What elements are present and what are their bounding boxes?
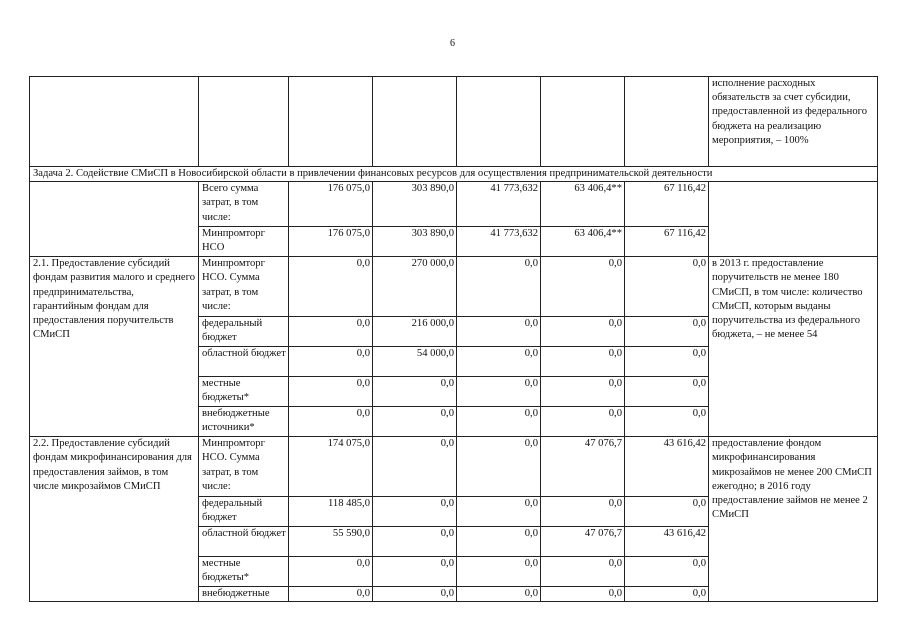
value-cell: 63 406,4** [541, 227, 625, 257]
row-label: Минпромторг НСО. Сумма затрат, в том числе: [199, 257, 289, 317]
value-cell: 0,0 [457, 257, 541, 317]
value-cell: 0,0 [541, 347, 625, 377]
value-cell: 0,0 [373, 437, 457, 497]
value-cell: 0,0 [289, 407, 373, 437]
value-cell: 0,0 [541, 587, 625, 602]
cell [541, 77, 625, 167]
table-row [30, 182, 878, 227]
value-cell: 0,0 [541, 407, 625, 437]
value-cell: 0,0 [541, 257, 625, 317]
value-cell: 174 075,0 [289, 437, 373, 497]
value-cell: 0,0 [625, 317, 709, 347]
value-cell: 0,0 [373, 377, 457, 407]
value-cell: 0,0 [373, 587, 457, 602]
cell [30, 182, 199, 257]
value-cell: 67 116,42 [625, 227, 709, 257]
result-cell: в 2013 г. предоставление поручительств не менее 180 СМиСП, в том числе: количество СМиСП, которым выданы поручительства из федерального бюджета, – не менее 54 [709, 257, 878, 437]
row-label: областной бюджет [199, 527, 289, 557]
value-cell: 0,0 [625, 407, 709, 437]
value-cell: 41 773,632 [457, 182, 541, 227]
row-label: Минпромторг НСО [199, 227, 289, 257]
value-cell: 0,0 [625, 377, 709, 407]
continuation-row [30, 77, 878, 167]
value-cell: 67 116,42 [625, 182, 709, 227]
value-cell: 0,0 [625, 257, 709, 317]
value-cell: 0,0 [289, 587, 373, 602]
value-cell: 176 075,0 [289, 227, 373, 257]
value-cell: 0,0 [541, 557, 625, 587]
value-cell: 0,0 [541, 317, 625, 347]
cell [709, 182, 878, 257]
value-cell: 0,0 [625, 347, 709, 377]
task-row [30, 167, 878, 182]
task-heading: Задача 2. Содействие СМиСП в Новосибирской области в привлечении финансовых ресурсов для осуществления предпринимательской деятельности [30, 167, 878, 182]
measure-name: 2.2. Предоставление субсидий фондам микрофинансирования для предоставления займов, в том числе микрозаймов СМиСП [30, 437, 199, 602]
table-row [30, 257, 878, 317]
value-cell: 0,0 [457, 377, 541, 407]
value-cell: 0,0 [289, 317, 373, 347]
cell [289, 77, 373, 167]
value-cell: 176 075,0 [289, 182, 373, 227]
value-cell: 0,0 [625, 497, 709, 527]
budget-table [29, 76, 878, 602]
cell [457, 77, 541, 167]
value-cell: 0,0 [625, 587, 709, 602]
value-cell: 0,0 [373, 497, 457, 527]
value-cell: 0,0 [289, 557, 373, 587]
value-cell: 0,0 [373, 557, 457, 587]
value-cell: 0,0 [457, 557, 541, 587]
value-cell: 0,0 [457, 437, 541, 497]
value-cell: 0,0 [457, 497, 541, 527]
value-cell: 0,0 [457, 407, 541, 437]
table-row [30, 437, 878, 497]
value-cell: 47 076,7 [541, 527, 625, 557]
value-cell: 0,0 [289, 257, 373, 317]
value-cell: 216 000,0 [373, 317, 457, 347]
value-cell: 55 590,0 [289, 527, 373, 557]
row-label: местные бюджеты* [199, 377, 289, 407]
cell [30, 77, 199, 167]
cell [625, 77, 709, 167]
value-cell: 0,0 [373, 407, 457, 437]
value-cell: 0,0 [457, 527, 541, 557]
value-cell: 41 773,632 [457, 227, 541, 257]
value-cell: 54 000,0 [373, 347, 457, 377]
result-cell: предоставление фондом микрофинансирования микрозаймов не менее 200 СМиСП ежегодно; в 2016 году предоставление займов не менее 2 СМиСП [709, 437, 878, 602]
value-cell: 118 485,0 [289, 497, 373, 527]
row-label: федеральный бюджет [199, 317, 289, 347]
value-cell: 43 616,42 [625, 437, 709, 497]
row-label: внебюджетные [199, 587, 289, 602]
value-cell: 0,0 [373, 527, 457, 557]
value-cell: 0,0 [289, 347, 373, 377]
row-label: Всего сумма затрат, в том числе: [199, 182, 289, 227]
value-cell: 63 406,4** [541, 182, 625, 227]
row-label: Минпромторг НСО. Сумма затрат, в том числе: [199, 437, 289, 497]
value-cell: 0,0 [541, 377, 625, 407]
value-cell: 0,0 [289, 377, 373, 407]
value-cell: 270 000,0 [373, 257, 457, 317]
value-cell: 0,0 [541, 497, 625, 527]
value-cell: 0,0 [457, 347, 541, 377]
value-cell: 47 076,7 [541, 437, 625, 497]
row-label: местные бюджеты* [199, 557, 289, 587]
value-cell: 0,0 [457, 587, 541, 602]
value-cell: 0,0 [625, 557, 709, 587]
value-cell: 303 890,0 [373, 227, 457, 257]
value-cell: 43 616,42 [625, 527, 709, 557]
row-label: внебюджетные источники* [199, 407, 289, 437]
row-label: областной бюджет [199, 347, 289, 377]
page-number: 6 [450, 38, 455, 49]
value-cell: 0,0 [457, 317, 541, 347]
measure-name: 2.1. Предоставление субсидий фондам развития малого и среднего предпринимательства, гарантийным фондам для предоставления поручительств СМиСП [30, 257, 199, 437]
result-cell: исполнение расходных обязательств за счет субсидии, предоставленной из федерального бюджета на реализацию мероприятия, – 100% [709, 77, 878, 167]
value-cell: 303 890,0 [373, 182, 457, 227]
row-label: федеральный бюджет [199, 497, 289, 527]
cell [373, 77, 457, 167]
cell [199, 77, 289, 167]
